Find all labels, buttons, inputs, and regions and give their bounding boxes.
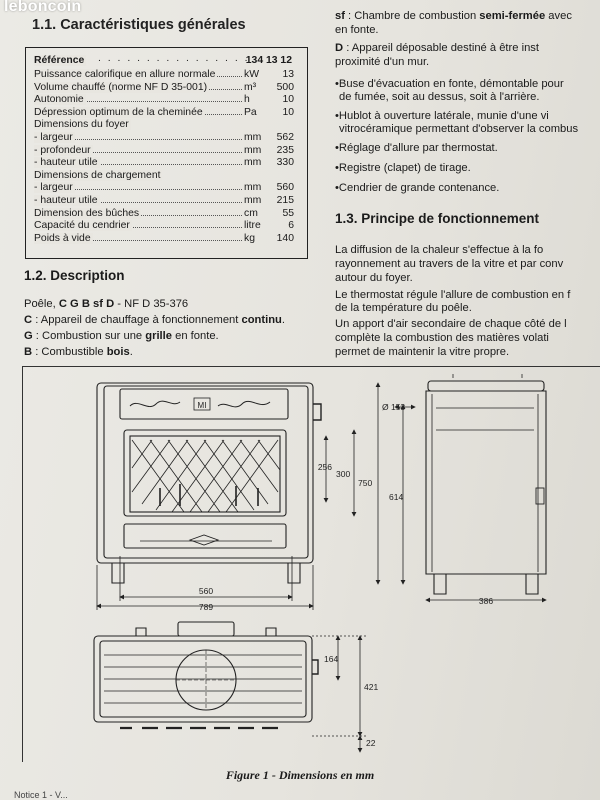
para2-line2: de la température du poêle. — [335, 302, 472, 314]
spec-label: Puissance calorifique en allure normale — [34, 69, 216, 80]
spec-label: Capacité du cendrier — [34, 220, 130, 232]
bullet-cendrier: •Cendrier de grande contenance. — [335, 182, 500, 194]
dim-560: 560 — [198, 586, 214, 596]
stove-side-view — [426, 374, 546, 594]
spec-unit: mm — [244, 195, 262, 206]
spec-label: Poids à vide — [34, 232, 91, 244]
description-title: 1.2. Description — [24, 268, 125, 283]
para1-line1: La diffusion de la chaleur s'effectue à la fo — [335, 244, 544, 256]
dim-300: 300 — [336, 469, 351, 479]
dim-789: 789 — [198, 602, 214, 612]
dim-421: 421 — [364, 682, 379, 692]
spec-unit: h — [244, 94, 250, 106]
stove-top-view — [94, 622, 318, 728]
para3-line2: complète la combustion des matières volati — [335, 332, 549, 344]
spec-value: 560 — [276, 182, 294, 194]
spec-value: 330 — [276, 157, 294, 169]
dim-614: 614 — [389, 492, 404, 502]
dim-750: 750 — [358, 478, 373, 488]
spec-label: - largeur — [34, 182, 73, 194]
para1-line2: rayonnement au travers de la vitre et par conv — [335, 258, 564, 270]
principle-title: 1.3. Principe de fonctionnement — [335, 211, 540, 226]
stove-front-view — [97, 383, 321, 583]
description-line-b: B : Combustible bois. — [24, 346, 133, 358]
bullet-hublot-cont: vitrocéramique permettant d'observer la combus — [339, 123, 579, 135]
spec-value: 215 — [276, 195, 294, 206]
bullet-reglage: •Réglage d'allure par thermostat. — [335, 142, 498, 154]
spec-unit: Pa — [244, 106, 257, 118]
svg-text:MI: MI — [197, 401, 207, 410]
spec-label: - hauteur utile — [34, 195, 98, 206]
spec-unit: mm — [244, 157, 262, 169]
spec-label: - hauteur utile — [34, 157, 98, 169]
d-line-2: proximité d'un mur. — [335, 56, 430, 68]
spec-value: 6 — [288, 220, 294, 232]
bullet-buse: •Buse d'évacuation en fonte, démontable pour — [335, 78, 564, 90]
spec-label: Dimensions du foyer — [34, 119, 129, 131]
bullet-buse-cont: de fumée, soit au dessus, soit à l'arrière. — [339, 91, 540, 103]
spec-unit: mm — [244, 132, 262, 143]
spec-unit: kW — [244, 69, 260, 80]
para3-line3: permet de maintenir la vitre propre. — [335, 346, 510, 358]
spec-label: Dépression optimum de la cheminée — [34, 106, 203, 118]
d-line: D : Appareil déposable destiné à être inst — [335, 42, 540, 54]
watermark-logo: leboncoin — [4, 0, 82, 15]
spec-value: 55 — [282, 207, 294, 219]
para2-line1: Le thermostat régule l'allure de combustion en f — [335, 289, 571, 301]
spec-unit: cm — [244, 207, 258, 219]
sf-line: sf : Chambre de combustion semi-fermée avec — [335, 10, 572, 22]
description-line-g: G : Combustion sur une grille en fonte. — [24, 330, 219, 342]
figure-caption: Figure 1 - Dimensions en mm — [225, 768, 375, 782]
dim-22: 22 — [366, 738, 376, 748]
spec-unit: mm — [244, 144, 262, 156]
spec-value: 10 — [282, 94, 294, 106]
bullet-registre: •Registre (clapet) de tirage. — [335, 162, 471, 174]
spec-value: 500 — [276, 81, 294, 93]
spec-reference-row: Référence . . . . . . . . . . . . . . . . 134 13 12 — [34, 55, 292, 66]
model-line: Poêle, C G B sf D - NF D 35-376 — [24, 298, 189, 310]
spec-unit: m³ — [244, 81, 257, 93]
spec-unit: mm — [244, 182, 262, 194]
spec-label: Dimensions de chargement — [34, 169, 161, 181]
bullet-hublot: •Hublot à ouverture latérale, munie d'une vi — [335, 110, 549, 122]
spec-value: 235 — [276, 144, 294, 156]
spec-label: Volume chauffé (norme NF D 35-001) — [34, 81, 208, 93]
spec-value: 140 — [276, 232, 294, 244]
section-title: 1.1. Caractéristiques générales — [32, 17, 246, 33]
para1-line3: autour du foyer. — [335, 272, 413, 284]
spec-value: 13 — [282, 69, 294, 80]
spec-label: Autonomie — [34, 94, 84, 106]
dim-153: Ø 153 — [382, 402, 406, 412]
dim-164: 164 — [324, 654, 339, 664]
spec-unit: kg — [244, 232, 255, 244]
spec-value: 10 — [282, 106, 294, 118]
sf-line-2: en fonte. — [335, 24, 379, 36]
spec-label: Dimension des bûches — [34, 207, 140, 219]
dim-256: 256 — [317, 462, 332, 472]
spec-label: - profondeur — [34, 144, 91, 156]
spec-reference-value: 134 13 12 — [245, 55, 292, 66]
description-line-c: C : Appareil de chauffage à fonctionnement continu. — [24, 314, 286, 326]
spec-value: 562 — [276, 132, 294, 143]
footnote: Notice 1 - V... — [14, 790, 68, 800]
para3-line1: Un apport d'air secondaire de chaque côté de l — [335, 318, 567, 330]
spec-unit: litre — [244, 220, 261, 232]
dim-386: 386 — [478, 596, 494, 606]
spec-reference-label: Référence — [34, 55, 85, 66]
spec-label: - largeur — [34, 132, 73, 143]
